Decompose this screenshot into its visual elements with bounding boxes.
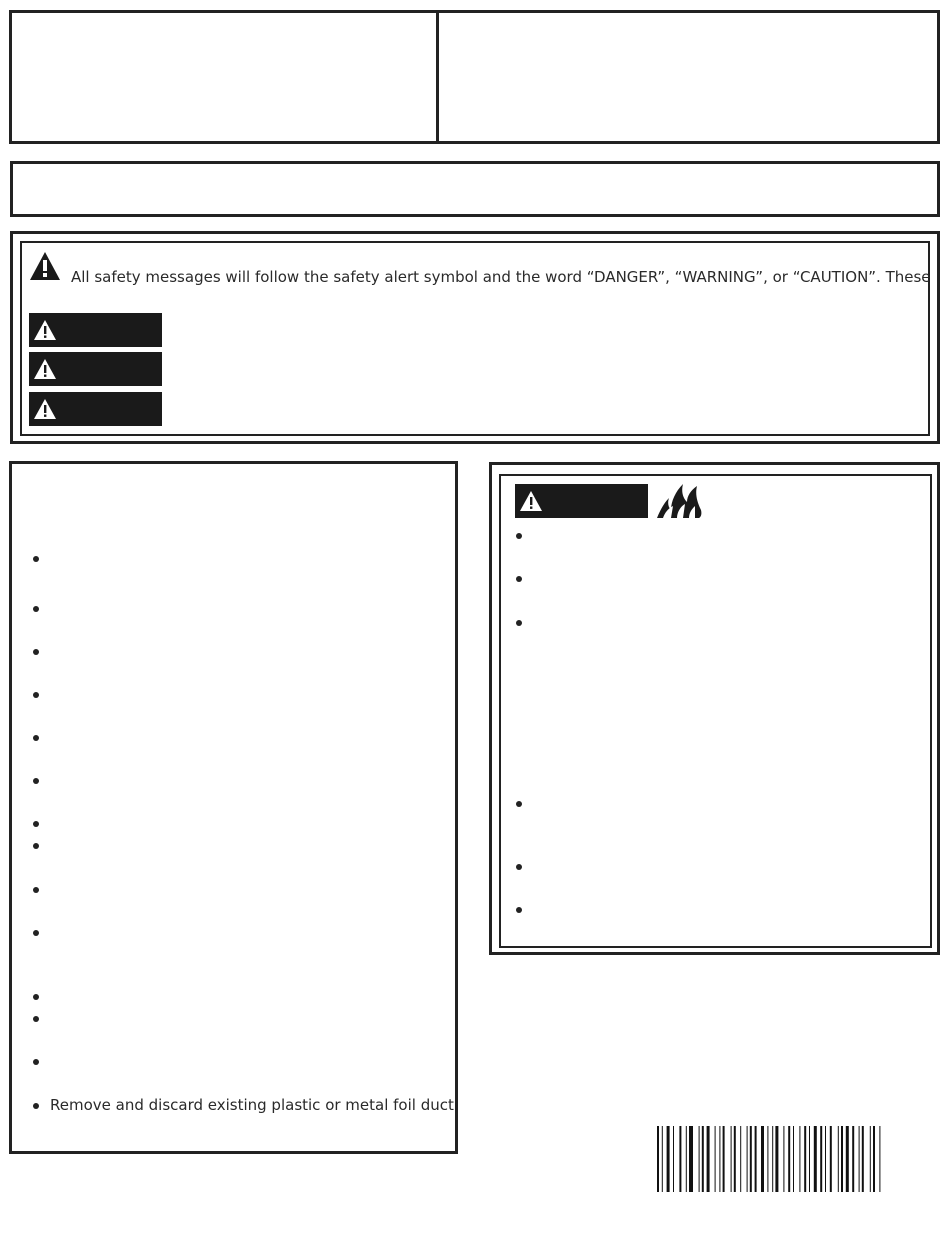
barcode-bar <box>775 1126 778 1192</box>
barcode-bar <box>679 1126 681 1192</box>
barcode-bar <box>723 1126 725 1192</box>
list-bullet <box>516 620 522 626</box>
barcode-bar <box>838 1126 839 1192</box>
barcode-bar <box>879 1126 880 1192</box>
barcode-bar <box>820 1126 822 1192</box>
caution-label <box>29 392 162 426</box>
list-bullet <box>516 801 522 807</box>
list-bullet <box>33 778 39 784</box>
barcode-bar <box>740 1126 741 1192</box>
list-bullet <box>33 735 39 741</box>
barcode-bar <box>793 1126 794 1192</box>
list-bullet <box>33 930 39 936</box>
barcode-bar <box>734 1126 736 1192</box>
list-bullet <box>516 864 522 870</box>
barcode-bar <box>731 1126 732 1192</box>
list-bullet <box>33 556 39 562</box>
barcode-bar <box>755 1126 757 1192</box>
barcode-bar <box>870 1126 871 1192</box>
barcode-bar <box>767 1126 768 1192</box>
barcode-bar <box>873 1126 875 1192</box>
header-left-box <box>9 10 439 144</box>
barcode-bar <box>761 1126 764 1192</box>
barcode-bar <box>852 1126 854 1192</box>
list-bullet <box>516 907 522 913</box>
safety-intro-text: All safety messages will follow the safety alert symbol and the word “DANGER”, “WARNING”, or “CAUTION”. These <box>71 268 931 286</box>
fire-warning-label <box>515 484 648 518</box>
barcode-bar <box>809 1126 810 1192</box>
barcode-bar <box>825 1126 826 1192</box>
warning-triangle-icon <box>33 319 57 341</box>
title-bar <box>10 161 940 217</box>
list-bullet <box>516 533 522 539</box>
barcode-bar <box>814 1126 817 1192</box>
barcode-bar <box>673 1126 674 1192</box>
list-bullet <box>33 821 39 827</box>
list-bullet <box>33 1016 39 1022</box>
list-bullet <box>33 843 39 849</box>
barcode <box>657 1126 935 1192</box>
barcode-bar <box>689 1126 693 1192</box>
barcode-bar <box>699 1126 700 1192</box>
list-bullet <box>33 692 39 698</box>
barcode-bar <box>783 1126 784 1192</box>
barcode-bar <box>686 1126 687 1192</box>
warning-triangle-icon <box>33 358 57 380</box>
barcode-bar <box>830 1126 832 1192</box>
barcode-bar <box>841 1126 843 1192</box>
barcode-bar <box>772 1126 773 1192</box>
barcode-bar <box>859 1126 860 1192</box>
list-bullet <box>33 1103 39 1109</box>
list-bullet <box>33 1059 39 1065</box>
barcode-bar <box>747 1126 748 1192</box>
list-bullet <box>33 887 39 893</box>
list-bullet <box>33 649 39 655</box>
fire-icon <box>655 480 703 520</box>
barcode-bar <box>804 1126 806 1192</box>
danger-label <box>29 313 162 347</box>
safety-alert-icon <box>29 251 61 281</box>
list-bullet <box>516 576 522 582</box>
warning-triangle-icon <box>33 398 57 420</box>
barcode-bar <box>715 1126 716 1192</box>
barcode-bar <box>657 1126 659 1192</box>
warning-triangle-icon <box>519 490 543 512</box>
barcode-bar <box>799 1126 800 1192</box>
list-bullet <box>33 606 39 612</box>
right-warning-inner-border <box>499 474 932 948</box>
right-warning-panel <box>489 462 940 955</box>
barcode-bar <box>707 1126 710 1192</box>
barcode-bar <box>667 1126 670 1192</box>
barcode-bar <box>788 1126 790 1192</box>
barcode-bar <box>846 1126 849 1192</box>
warning-label <box>29 352 162 386</box>
list-bullet <box>33 994 39 1000</box>
duct-removal-text: Remove and discard existing plastic or metal foil duct <box>50 1096 454 1114</box>
barcode-bar <box>702 1126 704 1192</box>
barcode-bar <box>662 1126 663 1192</box>
barcode-bar <box>750 1126 752 1192</box>
barcode-bar <box>719 1126 720 1192</box>
left-instructions-panel <box>9 461 458 1154</box>
header-right-box <box>436 10 940 144</box>
barcode-bar <box>862 1126 864 1192</box>
